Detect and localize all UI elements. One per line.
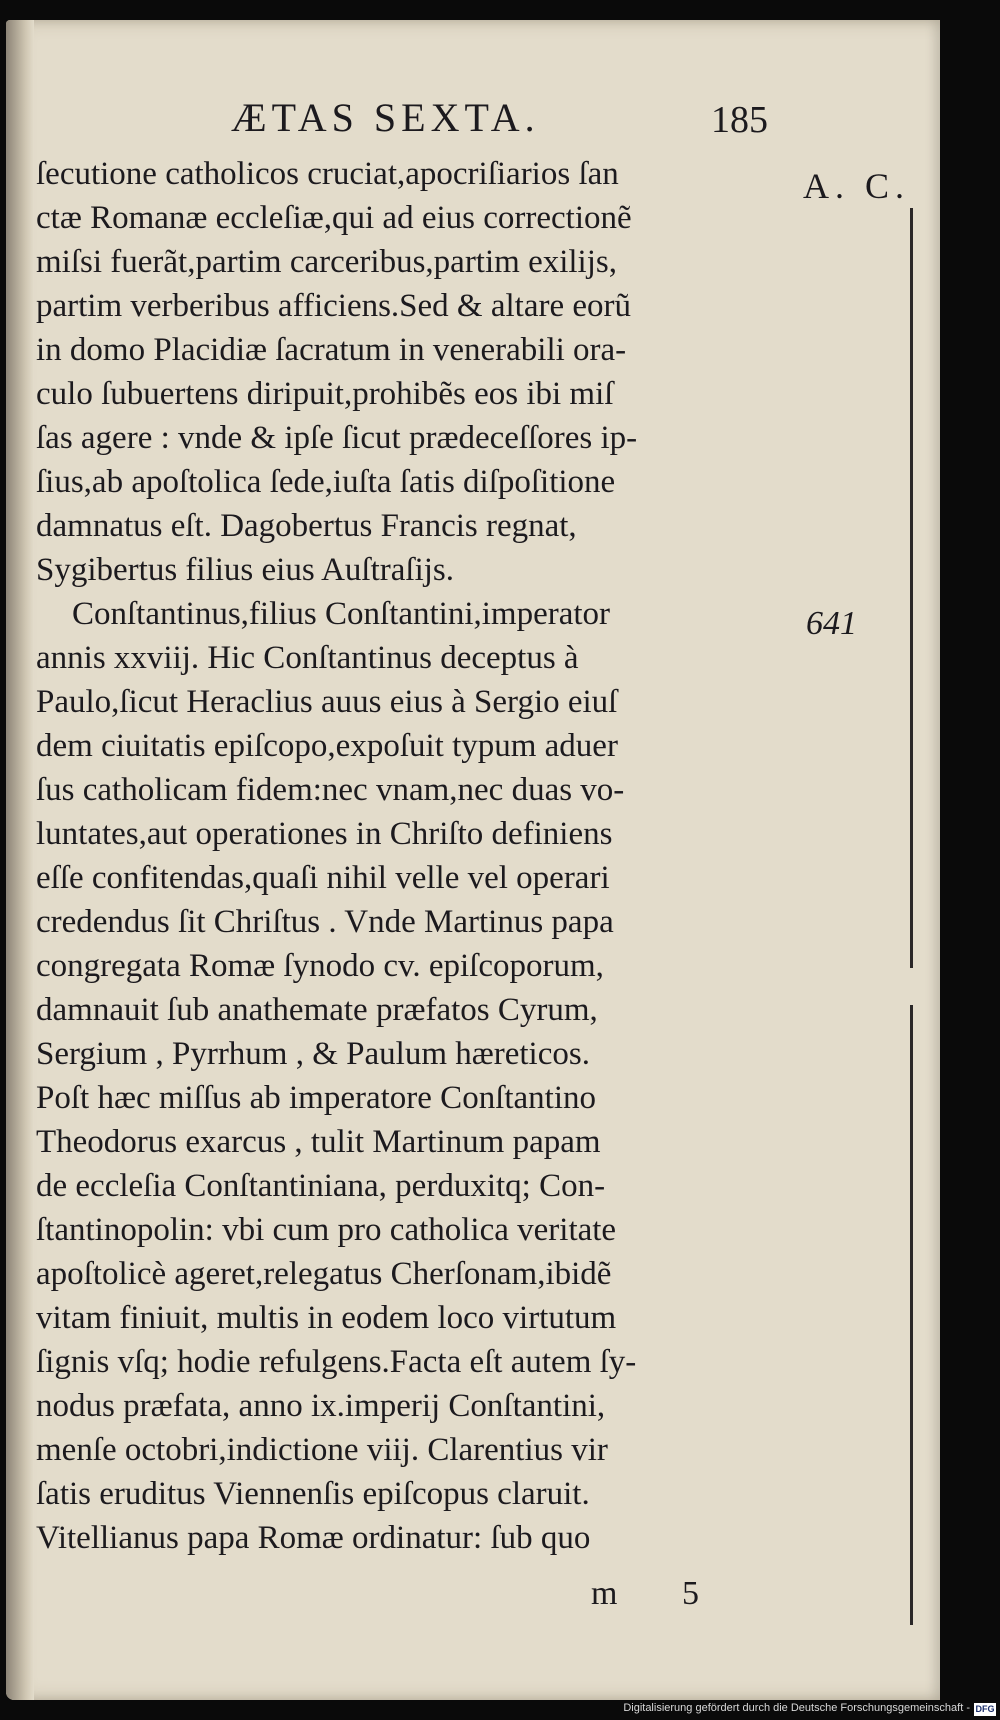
running-title: ÆTAS SEXTA.: [231, 95, 540, 140]
digitization-note: Digitalisierung gefördert durch die Deutsche Forschungsgemeinschaft -: [623, 1702, 970, 1714]
text-line: ſecutione catholicos cruciat,apocriſiarios ſan: [36, 156, 619, 192]
text-line: in domo Placidiæ ſacratum in venerabili ora-: [36, 332, 627, 368]
text-line: miſsi fuerãt,partim carceribus,partim exilijs,: [36, 244, 617, 280]
text-line: dem ciuitatis epiſcopo,expoſuit typum aduer: [36, 728, 618, 764]
text-line: luntates,aut operationes in Chriſto definiens: [36, 816, 613, 852]
text-line: apoſtolicè ageret,relegatus Cherſonam,ibidẽ: [36, 1256, 612, 1292]
page-gutter: [6, 20, 34, 1700]
text-line: Conſtantinus,filius Conſtantini,imperator: [72, 596, 611, 632]
text-line: eſſe confitendas,quaſi nihil velle vel operari: [36, 860, 610, 896]
page-number: 185: [711, 99, 768, 141]
text-line: ſius,ab apoſtolica ſede,iuſta ſatis diſpoſitione: [36, 464, 616, 500]
book-page: [6, 20, 940, 1700]
margin-era-label: A. C.: [803, 166, 911, 206]
text-line: vitam finiuit, multis in eodem loco virtutum: [36, 1300, 617, 1336]
margin-rule: [910, 208, 913, 968]
text-line: ſus catholicam fidem:nec vnam,nec duas vo-: [36, 772, 625, 808]
margin-rule: [910, 1005, 913, 1625]
digitization-footer: [0, 1700, 1000, 1720]
margin-year: 641: [806, 605, 857, 642]
text-line: Vitellianus papa Romæ ordinatur: ſub quo: [36, 1520, 591, 1556]
text-line: Sergium , Pyrrhum , & Paulum hæreticos.: [36, 1036, 590, 1072]
text-line: de eccleſia Conſtantiniana, perduxitq; Con-: [36, 1168, 606, 1204]
text-line: damnatus eſt. Dagobertus Francis regnat,: [36, 508, 577, 544]
text-line: partim verberibus afficiens.Sed & altare eorũ: [36, 288, 631, 324]
running-head: [6, 82, 940, 148]
signature-mark: m 5: [591, 1575, 727, 1612]
text-line: ſignis vſq; hodie refulgens.Facta eſt autem ſy-: [36, 1344, 637, 1380]
dfg-logo: DFG: [975, 1704, 995, 1714]
text-line: ſatis eruditus Viennenſis epiſcopus claruit.: [36, 1476, 590, 1512]
text-line: culo ſubuertens diripuit,prohibẽs eos ibi miſ: [36, 376, 614, 412]
text-line: Theodorus exarcus , tulit Martinum papam: [36, 1124, 601, 1160]
body-text: [36, 152, 806, 1560]
text-line: ctæ Romanæ eccleſiæ,qui ad eius correctionẽ: [36, 200, 632, 236]
text-line: Poſt hæc miſſus ab imperatore Conſtantino: [36, 1080, 597, 1116]
text-line: credendus ſit Chriſtus . Vnde Martinus papa: [36, 904, 614, 940]
text-line: Paulo,ſicut Heraclius auus eius à Sergio eiuſ: [36, 684, 618, 720]
text-line: ſtantinopolin: vbi cum pro catholica veritate: [36, 1212, 617, 1248]
text-line: menſe octobri,indictione viij. Clarentius vir: [36, 1432, 608, 1468]
text-line: annis xxviij. Hic Conſtantinus deceptus à: [36, 640, 579, 676]
text-line: nodus præfata, anno ix.imperij Conſtantini,: [36, 1388, 606, 1424]
text-line: damnauit ſub anathemate præfatos Cyrum,: [36, 992, 598, 1028]
text-line: Sygibertus filius eius Auſtraſijs.: [36, 552, 454, 588]
text-line: ſas agere : vnde & ipſe ſicut prædeceſſores ip-: [36, 420, 638, 456]
text-line: congregata Romæ ſynodo cv. epiſcoporum,: [36, 948, 604, 984]
